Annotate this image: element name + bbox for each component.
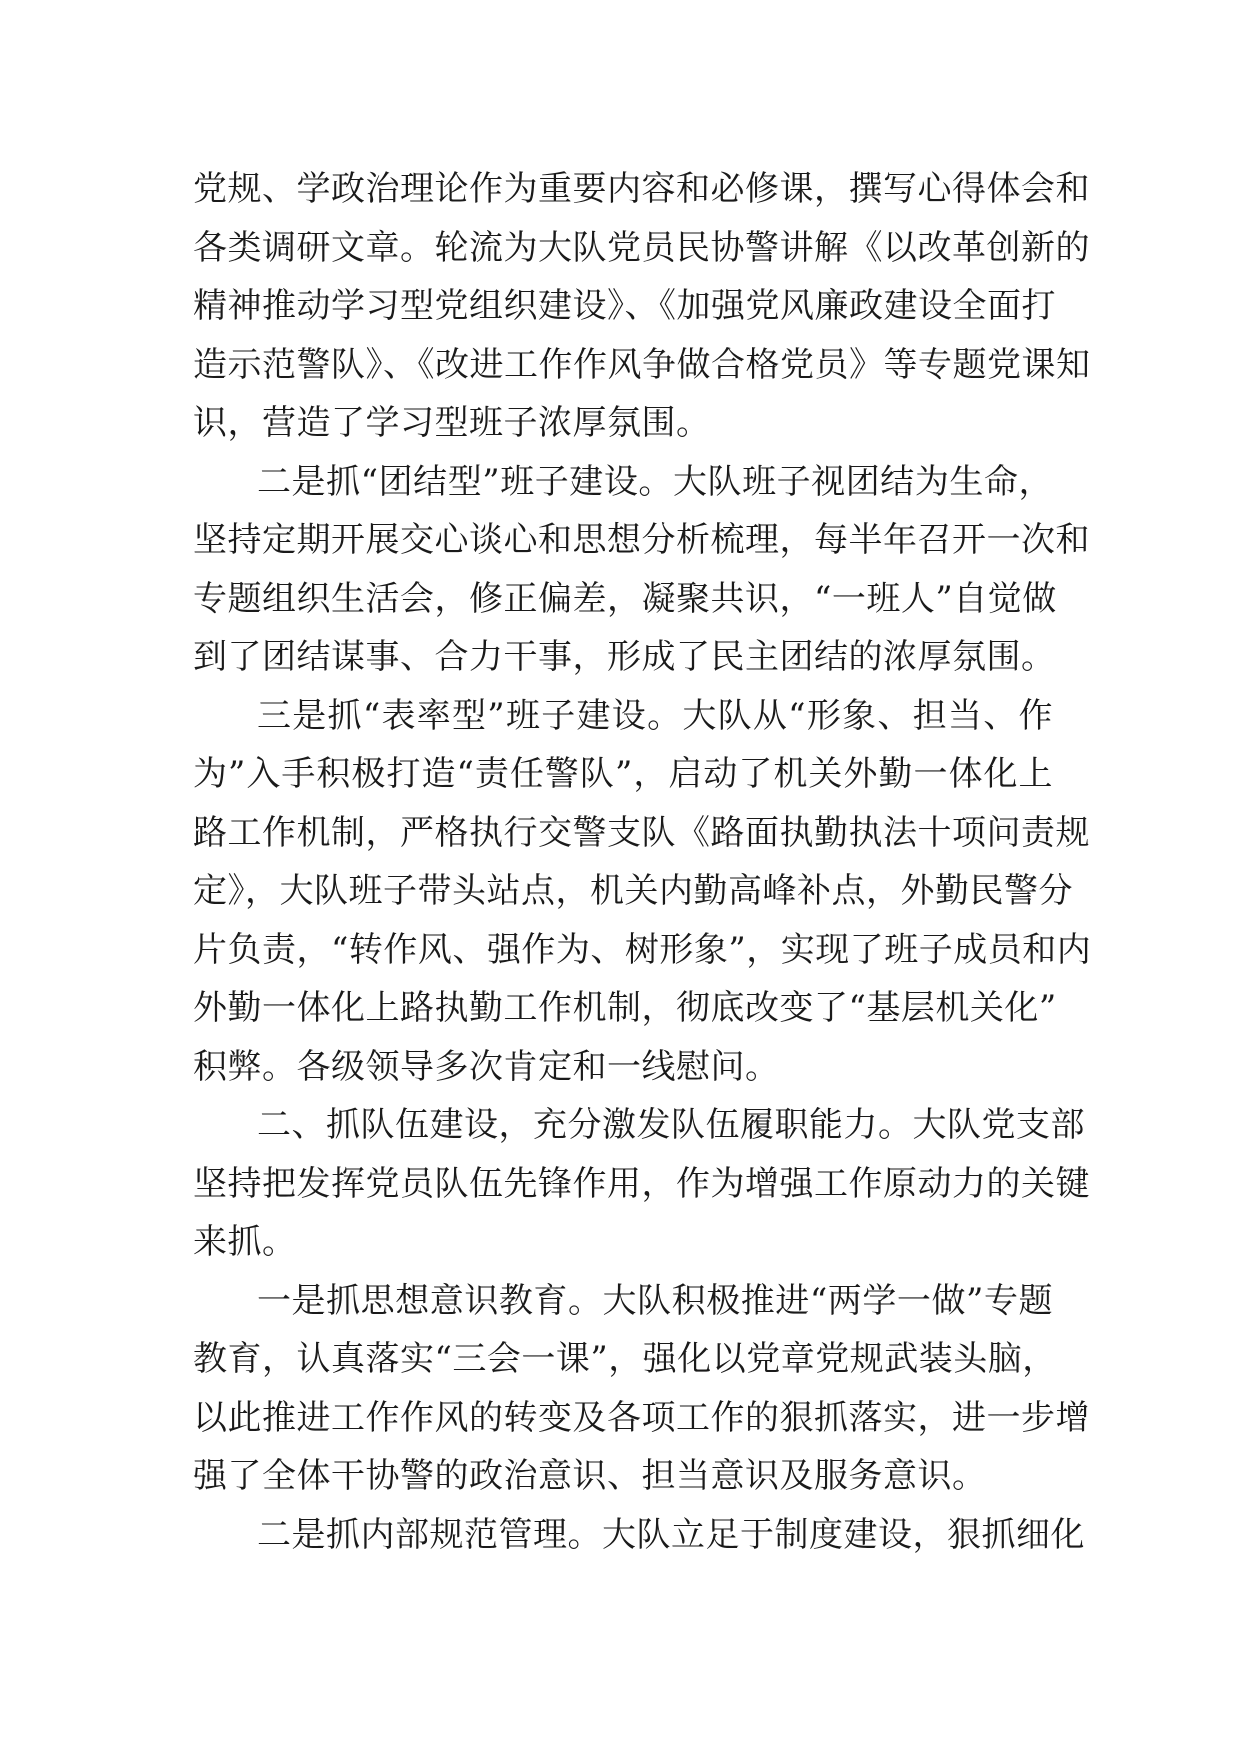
text-line: 片负责，“转作风、强作为、树形象”，实现了班子成员和内: [193, 929, 1092, 970]
text-line: 路工作机制，严格执行交警支队《路面执勤执法十项问责规: [193, 812, 1090, 853]
text-line: 二是抓“团结型”班子建设。大队班子视团结为生命，: [257, 461, 1053, 502]
text-line: 为”入手积极打造“责任警队”，启动了机关外勤一体化上: [193, 754, 1053, 794]
text-line: 识，营造了学习型班子浓厚氛围。: [193, 403, 711, 443]
text-line: 教育，认真落实“三会一课”，强化以党章党规武装头脑，: [193, 1339, 1057, 1379]
text-line: 来抓。: [193, 1222, 297, 1262]
text-line: 一是抓思想意识教育。大队积极推进“两学一做”专题: [257, 1280, 1053, 1321]
text-line: 党规、学政治理论作为重要内容和必修课，撰写心得体会和: [193, 169, 1090, 209]
text-line: 坚持把发挥党员队伍先锋作用，作为增强工作原动力的关键: [193, 1163, 1090, 1204]
text-line: 定》，大队班子带头站点，机关内勤高峰补点，外勤民警分: [193, 871, 1073, 911]
document-body: [193, 160, 1092, 1564]
text-line: 二是抓内部规范管理。大队立足于制度建设，狠抓细化: [257, 1514, 1085, 1555]
text-line: 外勤一体化上路执勤工作机制，彻底改变了“基层机关化”: [193, 988, 1057, 1028]
text-line: 到了团结谋事、合力干事，形成了民主团结的浓厚氛围。: [193, 637, 1056, 677]
text-line: 二、抓队伍建设，充分激发队伍履职能力。大队党支部: [257, 1105, 1085, 1145]
text-line: 精神推动学习型党组织建设》、《加强党风廉政建设全面打: [193, 286, 1056, 326]
text-line: 坚持定期开展交心谈心和思想分析梳理，每半年召开一次和: [193, 520, 1090, 560]
text-line: 三是抓“表率型”班子建设。大队从“形象、担当、作: [257, 695, 1053, 736]
text-line: 强了全体干协警的政治意识、担当意识及服务意识。: [193, 1456, 987, 1496]
text-line: 造示范警队》、《改进工作作风争做合格党员》等专题党课知: [193, 344, 1091, 385]
text-line: 积弊。各级领导多次肯定和一线慰问。: [193, 1046, 780, 1087]
text-line: 专题组织生活会，修正偏差，凝聚共识，“一班人”自觉做: [193, 578, 1057, 619]
text-line: 以此推进工作作风的转变及各项工作的狠抓落实，进一步增: [193, 1397, 1090, 1438]
text-line: 各类调研文章。轮流为大队党员民协警讲解《以改革创新的: [193, 227, 1090, 268]
